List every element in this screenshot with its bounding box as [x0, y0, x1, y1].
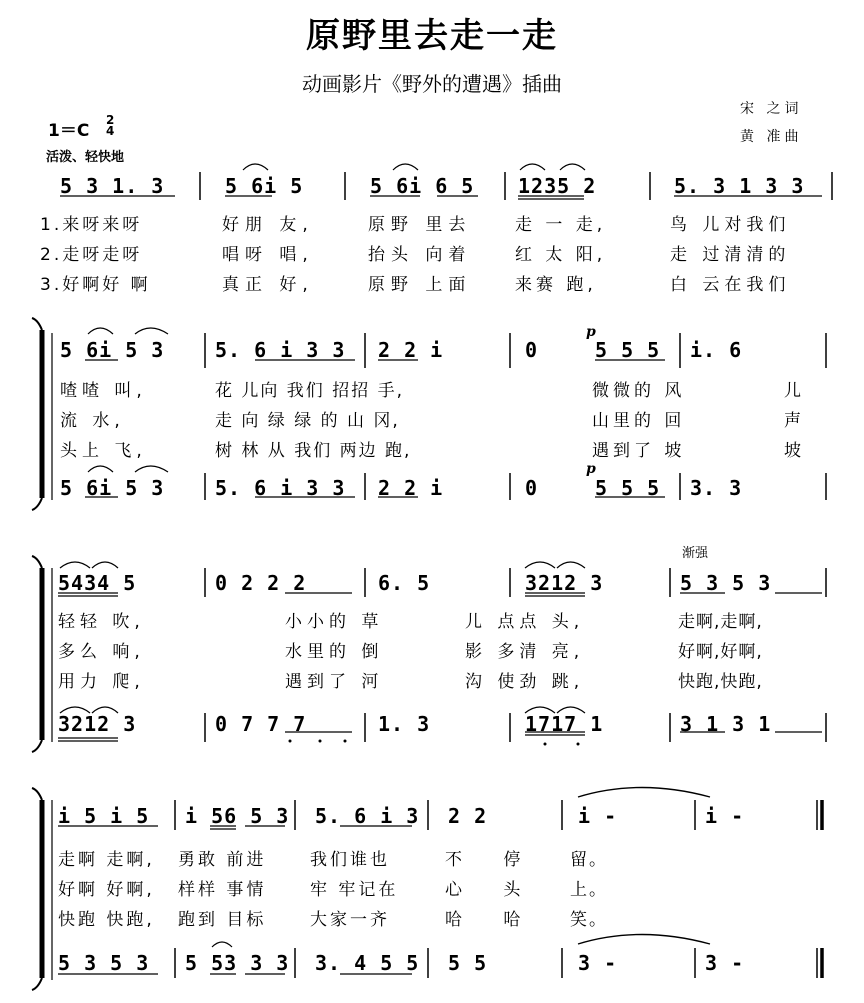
measure-20: i -	[578, 804, 618, 828]
verse2-lyric: 影 多清 亮,	[465, 642, 585, 662]
lower-measure-17: 5 53 3 3	[185, 951, 290, 975]
verse2-lyric: 红 太 阳,	[515, 245, 607, 265]
measure-6: 5 6i 5 3	[60, 338, 165, 362]
verse3-lyric: 白 云在我们	[670, 275, 791, 295]
measure-2: 5 6i 5	[225, 174, 304, 198]
lower-measure-9: 5 5 5	[595, 476, 661, 500]
verse2-lyric: 心 头	[445, 880, 539, 900]
measure-7: 5. 6 i 3 3	[215, 338, 346, 362]
measure-8: 2 2 i	[378, 338, 444, 362]
lower-measure-6: 5 6i 5 3	[60, 476, 165, 500]
verse1-lyric: 喳喳 叫,	[60, 381, 147, 401]
verse2-lyric: 流 水,	[60, 411, 125, 431]
measure-11: 5434 5	[58, 571, 137, 595]
verse3-lyric: 遇到了 河	[285, 672, 384, 692]
crescendo-marking: 渐强	[682, 546, 709, 561]
lower-measure-21: 3 -	[705, 951, 745, 975]
measure-15: 5 3 5 3	[680, 571, 772, 595]
measure-14: 3212 3	[525, 571, 604, 595]
verse2-lyric: 走 向 绿 绿 的 山 冈,	[215, 411, 400, 431]
song-subtitle: 动画影片《野外的遭遇》插曲	[302, 72, 562, 96]
verse2-lyric: 牢 牢记在	[310, 880, 399, 900]
verse2-lyric: 山里的 回	[592, 411, 686, 431]
verse1-lyric: 轻轻 吹,	[58, 612, 145, 632]
verse3-lyric: 跑到 目标	[178, 910, 267, 930]
measure-16: i 5 i 5	[58, 804, 150, 828]
measure-18: 5. 6 i 3	[315, 804, 420, 828]
verse3-lyric: 快跑,快跑,	[678, 672, 763, 692]
measure-9-rest: 0	[525, 338, 539, 362]
measure-19: 2 2	[448, 804, 488, 828]
verse3-lyric: 真正 好,	[222, 275, 314, 295]
verse3-lyric: 快跑 快跑,	[58, 910, 155, 930]
measure-21: i -	[705, 804, 745, 828]
lower-measure-7: 5. 6 i 3 3	[215, 476, 346, 500]
lower-measure-12: 0 7 7 7	[215, 712, 307, 736]
verse2-lyric: 上。	[570, 880, 608, 900]
verse1-lyric: 1.来呀来呀	[40, 215, 143, 235]
lower-measure-9-rest: 0	[525, 476, 539, 500]
verse3-lyric: 头上 飞,	[60, 441, 147, 461]
measure-10: i. 6	[690, 338, 743, 362]
measure-4: 1235 2	[518, 174, 597, 198]
composer-credit: 黄 准曲	[740, 129, 803, 145]
measure-12: 0 2 2 2	[215, 571, 307, 595]
song-title: 原野里去走一走	[306, 16, 558, 56]
verse1-lyric: 走啊,走啊,	[678, 612, 763, 632]
verse3-lyric: 用力 爬,	[58, 672, 145, 692]
verse3-lyric: 笑。	[570, 910, 608, 930]
verse1-lyric: 留。	[570, 850, 608, 870]
verse1-lyric: 走 一 走,	[515, 215, 607, 235]
measure-1: 5 3 1. 3	[60, 174, 165, 198]
verse1-lyric: 好朋 友,	[222, 215, 314, 235]
measure-5: 5. 3 1 3 3	[674, 174, 805, 198]
meter-top: 2	[106, 113, 115, 127]
lower-measure-19: 5 5	[448, 951, 488, 975]
lower-measure-8: 2 2 i	[378, 476, 444, 500]
lower-measure-11: 3212 3	[58, 712, 137, 736]
verse3-lyric: 哈 哈	[445, 910, 539, 930]
verse2-lyric: 抬头 向着	[368, 245, 472, 265]
verse2-lyric: 唱呀 唱,	[222, 245, 314, 265]
dynamic-piano-lower: p	[586, 461, 596, 477]
lower-measure-14: 1717 1	[525, 712, 604, 736]
lower-measure-16: 5 3 5 3	[58, 951, 150, 975]
tempo-marking: 活泼、轻快地	[46, 150, 125, 165]
verse1-lyric: 儿 点点 头,	[465, 612, 585, 632]
verse1-lyric: 鸟 儿对我们	[670, 215, 791, 235]
verse2-lyric: 好啊 好啊,	[58, 880, 155, 900]
verse2-lyric: 好啊,好啊,	[678, 642, 763, 662]
lower-measure-18: 3. 4 5 5	[315, 951, 420, 975]
verse1-lyric: 微微的 风	[592, 381, 686, 401]
verse3-lyric: 来赛 跑,	[515, 275, 597, 295]
verse2-lyric: 多么 响,	[58, 642, 145, 662]
verse3-lyric: 原野 上面	[368, 275, 472, 295]
measure-17: i 56 5 3	[185, 804, 290, 828]
verse1-lyric: 原野 里去	[368, 215, 472, 235]
lower-measure-15: 3 1 3 1	[680, 712, 772, 736]
measure-3: 5 6i 6 5	[370, 174, 475, 198]
verse1-lyric: 不 停	[445, 850, 539, 870]
verse1-lyric: 我们谁也	[310, 850, 390, 870]
lower-measure-20: 3 -	[578, 951, 618, 975]
verse3-lyric: 沟 使劲 跳,	[465, 672, 585, 692]
lower-measure-10: 3. 3	[690, 476, 743, 500]
dynamic-piano: p	[586, 324, 596, 340]
verse1-lyric: 花 儿向 我们 招招 手,	[215, 381, 405, 401]
verse1-lyric: 勇敢 前进	[178, 850, 267, 870]
verse1-lyric: 儿	[784, 381, 801, 401]
verse2-lyric: 声	[784, 411, 801, 431]
verse3-lyric: 树 林 从 我们 两边 跑,	[215, 441, 412, 461]
verse3-lyric: 坡	[784, 441, 801, 461]
verse2-lyric: 走 过清清的	[670, 245, 791, 265]
lower-measure-13: 1. 3	[378, 712, 431, 736]
meter-bottom: 4	[106, 124, 115, 138]
key-signature: 1＝C	[48, 121, 90, 141]
lyricist-credit: 宋 之词	[740, 101, 803, 117]
measure-9: 5 5 5	[595, 338, 661, 362]
verse1-lyric: 走啊 走啊,	[58, 850, 155, 870]
verse1-lyric: 小小的 草	[285, 612, 384, 632]
verse2-lyric: 水里的 倒	[285, 642, 384, 662]
verse2-lyric: 样样 事情	[178, 880, 267, 900]
verse2-lyric: 2.走呀走呀	[40, 245, 143, 265]
verse3-lyric: 遇到了 坡	[592, 441, 686, 461]
verse3-lyric: 大家一齐	[310, 910, 390, 930]
verse3-lyric: 3.好啊好 啊	[40, 275, 151, 295]
measure-13: 6. 5	[378, 571, 431, 595]
